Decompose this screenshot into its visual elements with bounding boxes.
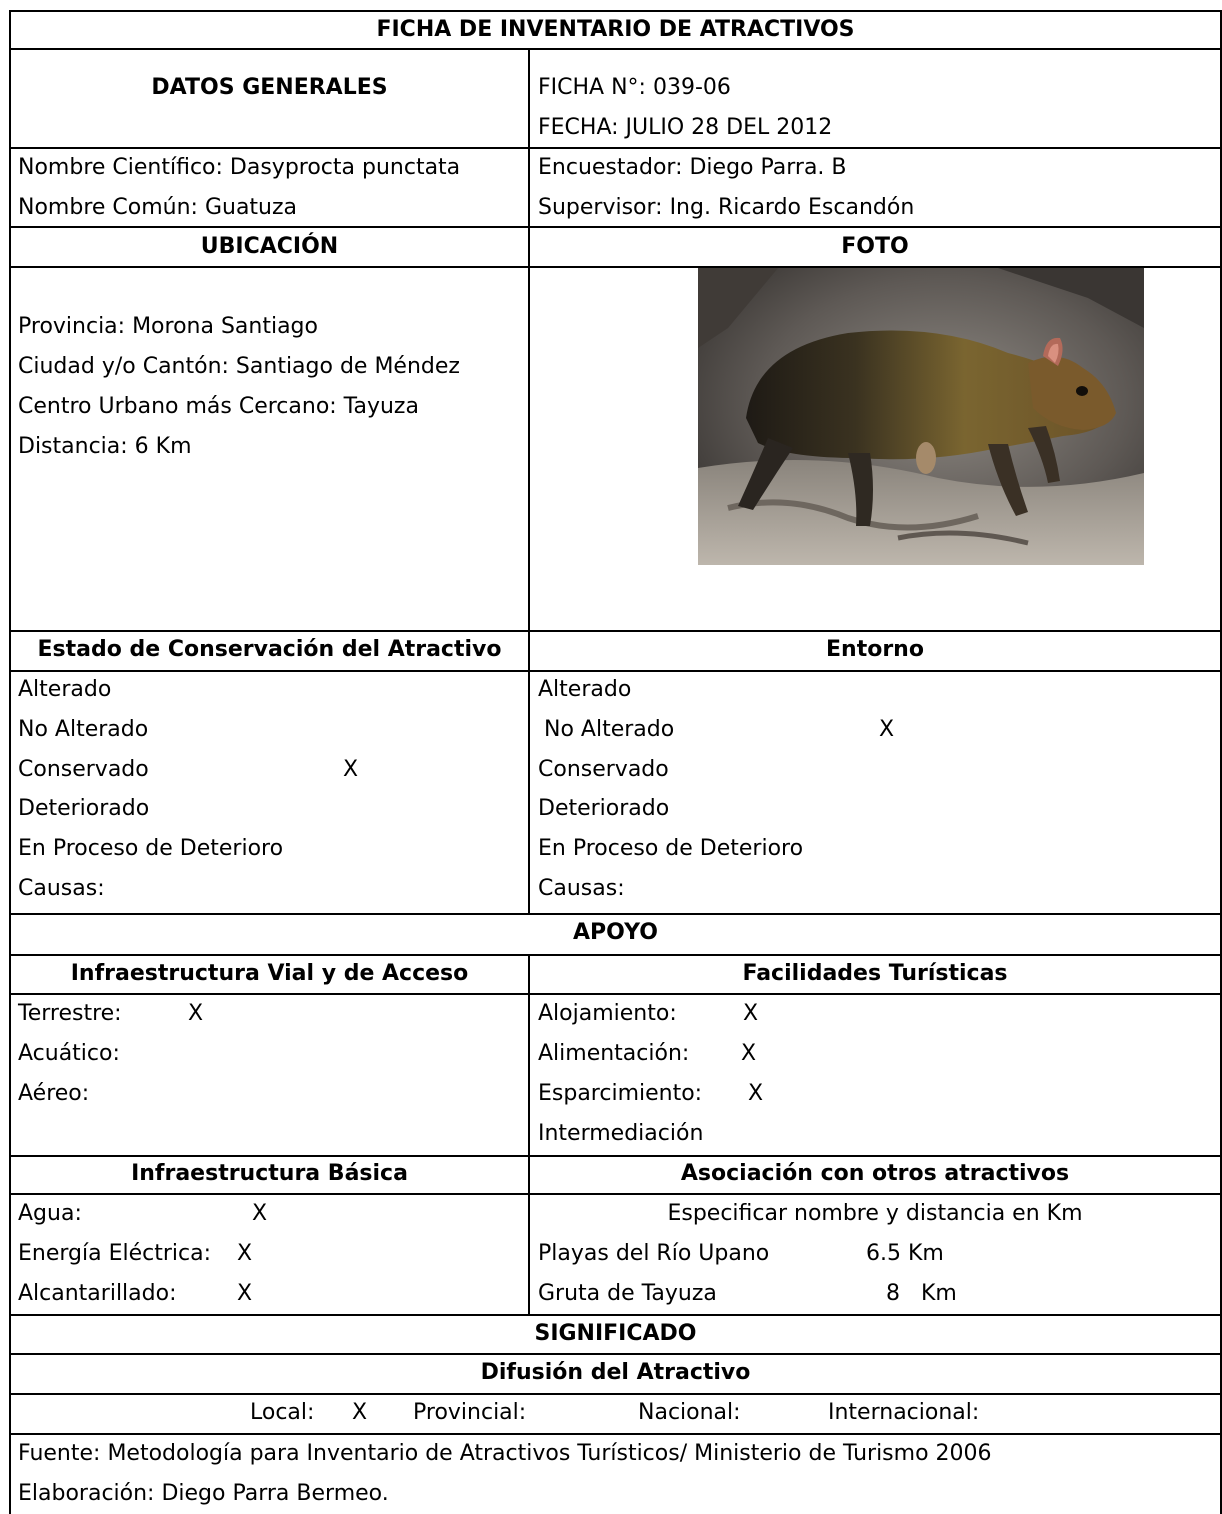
entorno-mark: X [879,717,895,742]
vial-item-label: Aéreo: [18,1081,90,1106]
asociacion-item-name: Playas del Río Upano [538,1241,770,1266]
facilidad-item-label: Intermediación [538,1121,704,1146]
facilidad-item-label: Esparcimiento: [538,1081,703,1106]
estado-mark: X [343,757,359,782]
ubicacion-heading: UBICACIÓN [200,234,339,259]
asociacion-item-distance: 6.5 Km [866,1241,944,1266]
scientific-name: Nombre Científico: Dasyprocta punctata [18,155,461,180]
entorno-item: Causas: [538,876,625,901]
significado-heading: SIGNIFICADO [534,1321,697,1346]
facilidad-item-mark: X [741,1041,757,1066]
grid-line [9,1193,1222,1195]
sheet-title: FICHA DE INVENTARIO DE ATRACTIVOS [376,17,855,42]
ficha-number: FICHA N°: 039-06 [538,75,731,100]
ficha-date: FECHA: JULIO 28 DEL 2012 [538,115,833,140]
entorno-item: Conservado [538,757,669,782]
apoyo-heading: APOYO [573,920,658,945]
basica-item-label: Alcantarillado: [18,1281,177,1306]
estado-item: Causas: [18,876,105,901]
entorno-item: En Proceso de Deterioro [538,836,804,861]
grid-line [9,630,1222,632]
difusion-nacional: Nacional: [638,1400,741,1425]
vial-item-label: Terrestre: [18,1001,122,1026]
vial-heading: Infraestructura Vial y de Acceso [70,961,469,986]
asociacion-subheading: Especificar nombre y distancia en Km [667,1201,1083,1226]
estado-item: En Proceso de Deterioro [18,836,284,861]
nearest-town: Centro Urbano más Cercano: Tayuza [18,394,419,419]
facilidad-item-mark: X [743,1001,759,1026]
basica-item-mark: X [252,1201,268,1226]
grid-line [9,993,1222,995]
asociacion-item-distance: 8 Km [886,1281,957,1306]
distance: Distancia: 6 Km [18,434,192,459]
facilidad-item-mark: X [748,1081,764,1106]
estado-item: No Alterado [18,717,149,742]
city: Ciudad y/o Cantón: Santiago de Méndez [18,354,460,379]
grid-line [9,10,1222,12]
surveyor: Encuestador: Diego Parra. B [538,155,847,180]
difusion-provincial: Provincial: [413,1400,527,1425]
estado-heading: Estado de Conservación del Atractivo [37,637,502,662]
difusion-local-mark: X [352,1400,368,1425]
grid-line [528,48,530,914]
basica-item-label: Agua: [18,1201,82,1226]
facilidades-heading: Facilidades Turísticas [742,961,1008,986]
asociacion-item-name: Gruta de Tayuza [538,1281,717,1306]
basica-item-label: Energía Eléctrica: [18,1241,212,1266]
grid-line [9,1393,1222,1395]
facilidad-item-label: Alojamiento: [538,1001,677,1026]
estado-item: Conservado [18,757,149,782]
province: Provincia: Morona Santiago [18,314,318,339]
entorno-item: No Alterado [544,717,675,742]
agouti-photo [698,268,1144,565]
entorno-item: Alterado [538,677,632,702]
estado-item: Alterado [18,677,112,702]
facilidad-item-label: Alimentación: [538,1041,690,1066]
author-note: Elaboración: Diego Parra Bermeo. [18,1481,389,1506]
vial-item-label: Acuático: [18,1041,120,1066]
grid-line [9,1433,1222,1435]
difusion-local: Local: [250,1400,315,1425]
common-name: Nombre Común: Guatuza [18,195,298,220]
grid-line [9,1155,1222,1157]
grid-line [9,1314,1222,1316]
grid-line [9,913,1222,915]
grid-line [9,1353,1222,1355]
grid-line [9,48,1222,50]
estado-item: Deteriorado [18,796,150,821]
datos-generales-heading: DATOS GENERALES [151,75,388,100]
difusion-heading: Difusión del Atractivo [480,1360,751,1385]
grid-line [9,670,1222,672]
grid-line [9,954,1222,956]
basica-item-mark: X [237,1281,253,1306]
entorno-heading: Entorno [826,637,924,662]
supervisor: Supervisor: Ing. Ricardo Escandón [538,195,915,220]
asociacion-heading: Asociación con otros atractivos [680,1161,1070,1186]
basica-heading: Infraestructura Básica [131,1161,408,1186]
grid-line [528,954,530,1315]
difusion-internacional: Internacional: [828,1400,980,1425]
source-note: Fuente: Metodología para Inventario de Atractivos Turísticos/ Ministerio de Turismo 2006 [18,1441,992,1466]
entorno-item: Deteriorado [538,796,670,821]
vial-item-mark: X [188,1001,204,1026]
basica-item-mark: X [237,1241,253,1266]
grid-line [9,226,1222,228]
foto-heading: FOTO [841,234,909,259]
grid-line [9,147,1222,149]
